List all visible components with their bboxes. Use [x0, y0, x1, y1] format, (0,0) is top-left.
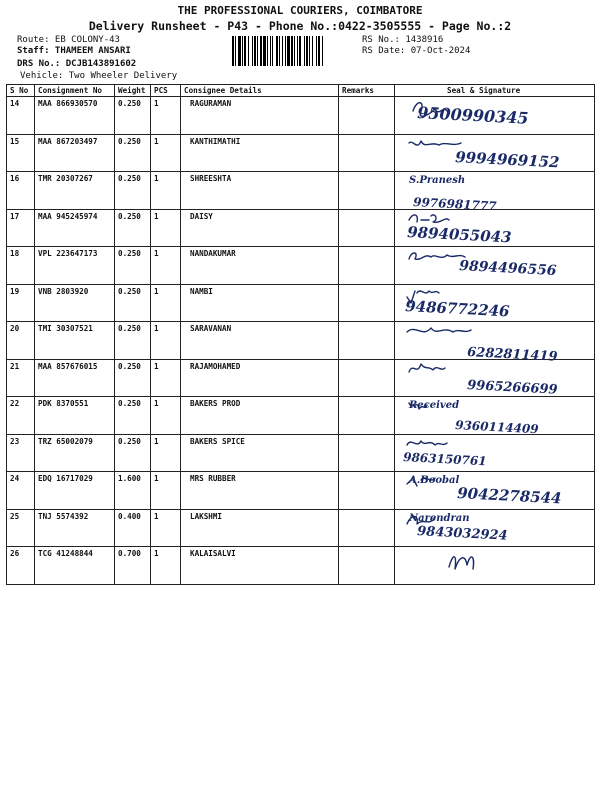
signature-cell [395, 97, 595, 135]
barcode-bar [282, 36, 283, 66]
table-row [7, 434, 595, 472]
sno-cell: 18 [7, 247, 35, 285]
handwritten-signature [395, 472, 600, 512]
handwritten-phone: 9994969152 [454, 147, 560, 171]
table-row [7, 97, 595, 135]
signature-cell [395, 134, 595, 172]
handwritten-phone: 6282811419 [466, 345, 558, 365]
handwritten-phone: 9976981777 [412, 195, 497, 214]
barcode-bar [297, 36, 298, 66]
barcode-bar [244, 36, 246, 66]
remarks-cell [339, 97, 395, 135]
barcode-bar [242, 36, 243, 66]
consignee-cell: KANTHIMATHI [181, 134, 339, 172]
remarks-cell [339, 322, 395, 360]
consignee-cell: DAISY [181, 209, 339, 247]
handwritten-signature [395, 210, 600, 250]
table-row [7, 547, 595, 585]
barcode-image [232, 36, 340, 66]
handwritten-name: Narendran [409, 512, 470, 524]
table-row [7, 472, 595, 510]
consignee-cell: BAKERS PROD [181, 397, 339, 435]
col-header-seal: Seal & Signature [395, 85, 595, 97]
remarks-cell [339, 134, 395, 172]
remarks-cell [339, 247, 395, 285]
signature-stroke [407, 516, 435, 524]
handwritten-signature [395, 285, 600, 325]
barcode-bar [294, 36, 295, 66]
remarks-cell [339, 359, 395, 397]
weight-cell: 0.250 [115, 322, 151, 360]
handwritten-signature [395, 322, 600, 365]
signature-stroke [449, 557, 474, 569]
consignment-cell: VNB 2803920 [35, 284, 115, 322]
weight-cell: 0.250 [115, 209, 151, 247]
weight-cell: 0.250 [115, 397, 151, 435]
weight-cell: 0.250 [115, 434, 151, 472]
remarks-cell [339, 397, 395, 435]
remarks-cell [339, 547, 395, 585]
remarks-cell [339, 284, 395, 322]
barcode-bar [248, 36, 249, 66]
table-row [7, 247, 595, 285]
sno-cell: 17 [7, 209, 35, 247]
col-header-consignment: Consignment No [35, 85, 115, 97]
barcode-bar [235, 36, 236, 66]
sno-cell: 20 [7, 322, 35, 360]
signature-stroke [409, 141, 461, 145]
signature-cell [395, 322, 595, 365]
table-row [7, 134, 595, 172]
consignment-cell: VPL 223647173 [35, 247, 115, 285]
barcode-bar [272, 36, 273, 66]
remarks-cell [339, 209, 395, 247]
consignee-cell: NANDAKUMAR [181, 247, 339, 285]
consignment-cell: EDQ 16717029 [35, 472, 115, 510]
sno-cell: 14 [7, 97, 35, 135]
handwritten-name: S.Pranesh [409, 175, 466, 186]
handwritten-signature [395, 360, 600, 400]
pcs-cell: 1 [151, 472, 181, 510]
pcs-cell: 1 [151, 509, 181, 547]
barcode-bar [312, 36, 313, 66]
barcode-bar [322, 36, 323, 66]
signature-cell [395, 284, 595, 322]
handwritten-phone: 9894496556 [458, 258, 557, 280]
pcs-cell: 1 [151, 547, 181, 585]
sno-cell: 24 [7, 472, 35, 510]
signature-stroke [409, 253, 465, 259]
consignee-cell: SHREESHTA [181, 172, 339, 210]
table-row [7, 172, 595, 210]
signature-stroke [413, 103, 447, 117]
handwritten-signature [395, 397, 600, 437]
pcs-cell: 1 [151, 284, 181, 322]
pcs-cell: 1 [151, 134, 181, 172]
signature-cell [395, 397, 595, 435]
barcode-bar [304, 36, 305, 66]
consignment-cell: MAA 866930570 [35, 97, 115, 135]
weight-cell: 0.250 [115, 172, 151, 210]
barcode-bar [306, 36, 308, 66]
handwritten-signature [395, 172, 600, 212]
handwritten-phone: 9042278544 [456, 484, 562, 508]
pcs-cell: 1 [151, 97, 181, 135]
consignee-cell: RAJAMOHAMED [181, 359, 339, 397]
remarks-cell [339, 172, 395, 210]
signature-stroke [409, 364, 445, 372]
handwritten-signature [395, 510, 600, 550]
runsheet-title: Delivery Runsheet - P43 - Phone No.:0422-3505555 - Page No.:2 [88, 19, 512, 33]
sno-cell: 19 [7, 284, 35, 322]
weight-cell: 0.700 [115, 547, 151, 585]
pcs-cell: 1 [151, 397, 181, 435]
barcode-bar [318, 36, 320, 66]
handwritten-phone: 9894055043 [406, 222, 512, 246]
vehicle-label: Vehicle: Two Wheeler Delivery [20, 71, 178, 81]
sno-cell: 26 [7, 547, 35, 585]
barcode-bar [316, 36, 317, 66]
sno-cell: 15 [7, 134, 35, 172]
handwritten-signature [395, 247, 600, 287]
signature-cell [395, 359, 595, 397]
remarks-cell [339, 434, 395, 472]
barcode-bar [257, 36, 258, 66]
table-row [7, 284, 595, 322]
handwritten-phone: 9360114409 [454, 418, 539, 437]
weight-cell: 0.250 [115, 134, 151, 172]
consignee-cell: RAGURAMAN [181, 97, 339, 135]
handwritten-signature [395, 135, 600, 175]
remarks-cell [339, 472, 395, 510]
consignee-cell: BAKERS SPICE [181, 434, 339, 472]
consignment-cell: TRZ 65002079 [35, 434, 115, 472]
barcode-bar [254, 36, 256, 66]
pcs-cell: 1 [151, 172, 181, 210]
handwritten-phone: 9965266699 [466, 377, 558, 398]
pcs-cell: 1 [151, 247, 181, 285]
weight-cell: 0.250 [115, 284, 151, 322]
signature-cell [395, 472, 595, 510]
col-header-weight: Weight [115, 85, 151, 97]
consignment-cell: PDK 8370551 [35, 397, 115, 435]
table-row [7, 359, 595, 397]
consignment-cell: MAA 857676015 [35, 359, 115, 397]
drs-number: DRS No.: DCJB143891602 [17, 59, 137, 69]
weight-cell: 0.250 [115, 359, 151, 397]
signature-stroke [407, 328, 471, 332]
consignee-cell: KALAISALVI [181, 547, 339, 585]
consignment-cell: MAA 867203497 [35, 134, 115, 172]
consignment-cell: MAA 945245974 [35, 209, 115, 247]
consignment-cell: TMI 30307521 [35, 322, 115, 360]
sno-cell: 21 [7, 359, 35, 397]
pcs-cell: 1 [151, 359, 181, 397]
sno-cell: 23 [7, 434, 35, 472]
barcode-bar [291, 36, 293, 66]
table-header-row [7, 85, 595, 97]
barcode-bar [287, 36, 290, 66]
handwritten-signature [395, 97, 600, 137]
barcode-bar [232, 36, 234, 66]
rs-date: RS Date: 07-Oct-2024 [362, 46, 471, 56]
handwritten-phone: 9843032924 [416, 523, 508, 544]
table-row [7, 509, 595, 547]
rs-number: RS No.: 1438916 [362, 35, 444, 45]
signature-stroke [407, 291, 439, 303]
handwritten-phone: 9500990345 [416, 103, 529, 128]
sno-cell: 25 [7, 509, 35, 547]
barcode-bar [260, 36, 262, 66]
col-header-consignee: Consignee Details [181, 85, 339, 97]
handwritten-signature [395, 435, 600, 475]
barcode-bar [276, 36, 278, 66]
table-row [7, 209, 595, 247]
company-title: THE PROFESSIONAL COURIERS, COIMBATORE [177, 4, 423, 17]
table-row [7, 322, 595, 360]
handwritten-phone: 9863150761 [402, 449, 487, 468]
delivery-table [6, 84, 595, 585]
col-header-pcs: PCS [151, 85, 181, 97]
remarks-cell [339, 509, 395, 547]
consignee-cell: NAMBI [181, 284, 339, 322]
handwritten-name: A.Boobal [409, 475, 460, 486]
pcs-cell: 1 [151, 322, 181, 360]
signature-stroke [407, 441, 447, 445]
handwritten-phone: 9486772246 [404, 296, 510, 320]
weight-cell: 0.400 [115, 509, 151, 547]
signature-stroke [407, 478, 435, 486]
consignee-cell: SARAVANAN [181, 322, 339, 360]
barcode-bar [299, 36, 301, 66]
signature-stroke [409, 403, 427, 409]
barcode-bar [270, 36, 271, 66]
consignee-cell: LAKSHMI [181, 509, 339, 547]
barcode-bar [309, 36, 310, 66]
col-header-sno: S No [7, 85, 35, 97]
signature-cell [395, 547, 595, 585]
route-label: Route: EB COLONY-43 [17, 35, 120, 45]
pcs-cell: 1 [151, 434, 181, 472]
weight-cell: 0.250 [115, 97, 151, 135]
consignment-cell: TNJ 5574392 [35, 509, 115, 547]
signature-cell [395, 172, 595, 214]
col-header-remarks: Remarks [339, 85, 395, 97]
barcode-bar [238, 36, 241, 66]
signature-cell [395, 434, 595, 472]
consignment-cell: TCG 41248844 [35, 547, 115, 585]
table-row [7, 397, 595, 435]
signature-cell [395, 247, 595, 285]
barcode-bar [285, 36, 286, 66]
consignment-cell: TMR 20307267 [35, 172, 115, 210]
barcode-bar [263, 36, 266, 66]
signature-stroke [409, 214, 449, 221]
barcode-bar [267, 36, 268, 66]
staff-label: Staff: THAMEEM ANSARI [17, 46, 131, 56]
weight-cell: 1.600 [115, 472, 151, 510]
signature-cell [395, 509, 595, 547]
sno-cell: 16 [7, 172, 35, 210]
barcode-bar [252, 36, 253, 66]
sno-cell: 22 [7, 397, 35, 435]
weight-cell: 0.250 [115, 247, 151, 285]
handwritten-name: Received [409, 400, 460, 411]
consignee-cell: MRS RUBBER [181, 472, 339, 510]
handwritten-signature [395, 547, 600, 587]
barcode-bar [279, 36, 280, 66]
pcs-cell: 1 [151, 209, 181, 247]
signature-cell [395, 209, 595, 247]
